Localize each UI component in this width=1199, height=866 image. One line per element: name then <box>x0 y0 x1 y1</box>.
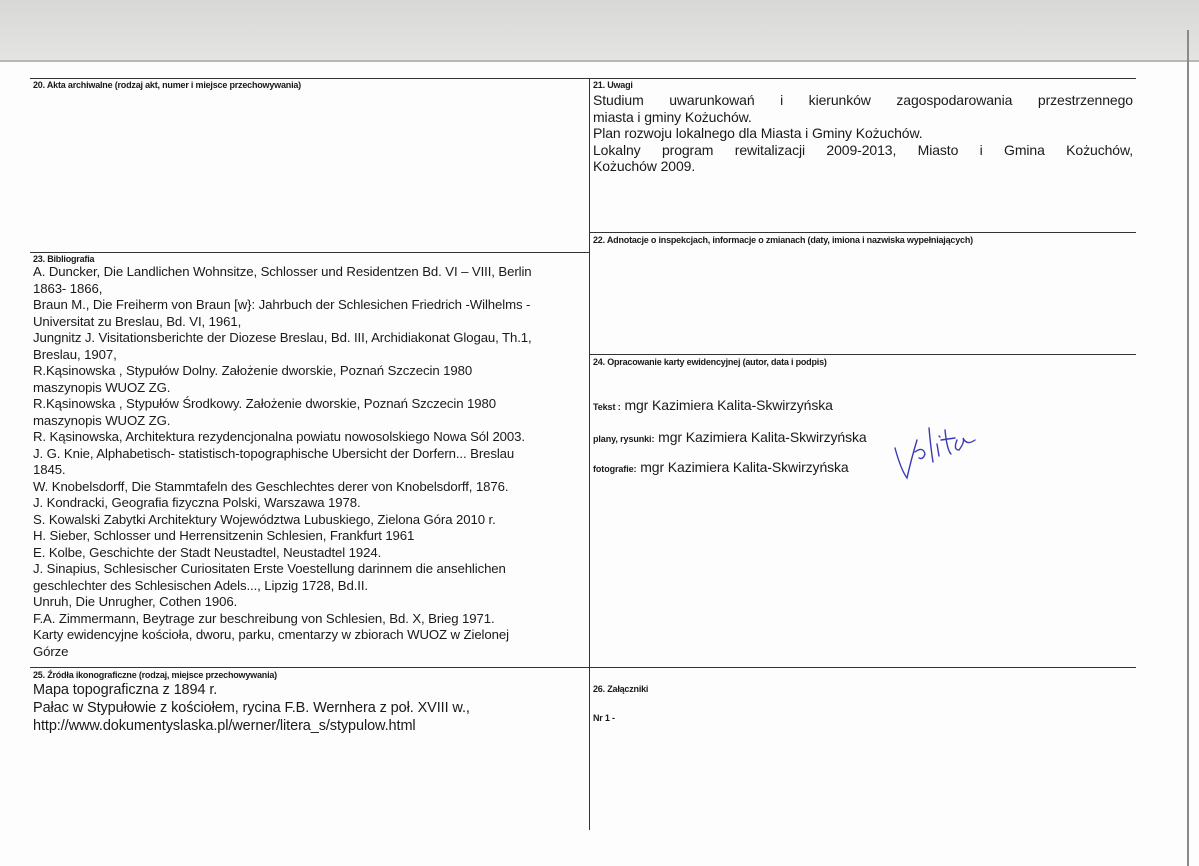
bibliography-line: Jungnitz J. Visitationsberichte der Diozese Breslau, Bd. III, Archidiakonat Glogau, Th.1, <box>33 330 532 345</box>
bibliography-line: J. Kondracki, Geografia fizyczna Polski, Warszawa 1978. <box>33 495 361 510</box>
bibliography-line: Universitat zu Breslau, Bd. VI, 1961, <box>33 313 242 329</box>
bibliography-line: J. G. Knie, Alphabetisch- statistisch-topographische Ubersicht der Dorfern... Breslau <box>33 445 515 461</box>
remark-line: Plan rozwoju lokalnego dla Miasta i Gminy Kożuchów. <box>593 125 923 141</box>
bibliography-line: Górze <box>33 643 69 659</box>
role-label: plany, rysunki: <box>593 434 655 444</box>
bibliography-line: Unruh, Die Unrugher, Cothen 1906. <box>33 594 238 609</box>
bibliography-line: S. Kowalski Zabytki Architektury Województwa Lubuskiego, Zielona Góra 2010 r. <box>33 511 496 527</box>
role-label: fotografie: <box>593 464 637 474</box>
bibliography-line: H. Sieber, Schlosser und Herrensitzenin Schlesien, Frankfurt 1961 <box>33 528 415 543</box>
remark-line: miasta i gminy Kożuchów. <box>593 108 752 125</box>
bibliography-line: Breslau, 1907, <box>33 346 117 362</box>
remark-line: Lokalny program rewitalizacji 2009-2013, Miasto i Gmina Kożuchów, <box>593 141 1133 158</box>
bibliography-line: geschlechter des Schlesischen Adels..., Lipzig 1728, Bd.II. <box>33 577 368 593</box>
author-entry <box>593 459 849 478</box>
scanner-top-band <box>0 0 1199 62</box>
section-21-text <box>593 92 1133 175</box>
divider <box>30 252 589 253</box>
bibliography-line: R. Kąsinowska, Architektura rezydencjonalna powiatu nowosolskiego Nowa Sól 2003. <box>33 429 525 444</box>
bibliography-line: F.A. Zimmermann, Beytrage zur beschreibung von Schlesien, Bd. X, Brieg 1971. <box>33 610 495 626</box>
author-name: mgr Kazimiera Kalita-Skwirzyńska <box>640 459 849 475</box>
remark-line: Studium uwarunkowań i kierunków zagospodarowania przestrzennego <box>593 92 1133 108</box>
section-23-label: 23. Bibliografia <box>33 254 95 264</box>
section-26-label: 26. Załączniki <box>593 684 649 694</box>
handwritten-signature <box>893 410 983 485</box>
bibliography-line: R.Kąsinowska , Stypułów Dolny. Założenie dworskie, Poznań Szczecin 1980 <box>33 363 473 378</box>
remark-line: Kożuchów 2009. <box>593 158 696 174</box>
page-edge <box>1187 30 1189 866</box>
attachment-value: Nr 1 - <box>593 713 615 723</box>
divider <box>30 667 1136 668</box>
source-line: Mapa topograficzna z 1894 r. <box>33 682 218 698</box>
divider <box>589 232 1136 233</box>
source-line: http://www.dokumentyslaska.pl/werner/litera_s/stypulow.html <box>33 718 416 734</box>
divider <box>589 78 590 830</box>
bibliography-line: E. Kolbe, Geschichte der Stadt Neustadtel, Neustadtel 1924. <box>33 544 382 560</box>
section-20-label: 20. Akta archiwalne (rodzaj akt, numer i miejsce przechowywania) <box>33 80 301 90</box>
bibliography-line: Karty ewidencyjne kościoła, dworu, parku, cmentarzy w zbiorach WUOZ w Zielonej <box>33 627 509 642</box>
bibliography-line: 1845. <box>33 462 66 477</box>
iconographic-sources <box>33 681 470 735</box>
author-entry <box>593 397 833 416</box>
bibliography-list <box>33 264 532 660</box>
section-21-label: 21. Uwagi <box>593 80 633 90</box>
author-name: mgr Kazimiera Kalita-Skwirzyńska <box>624 397 833 413</box>
bibliography-line: A. Duncker, Die Landlichen Wohnsitze, Schlosser und Residentzen Bd. VI – VIII, Berlin <box>33 264 532 279</box>
source-line: Pałac w Stypułowie z kościołem, rycina F.B. Wernhera z poł. XVIII w., <box>33 700 470 716</box>
bibliography-line: R.Kąsinowska , Stypułów Środkowy. Założenie dworskie, Poznań Szczecin 1980 <box>33 396 496 411</box>
bibliography-line: maszynopis WUOZ ZG. <box>33 412 171 428</box>
section-24-label: 24. Opracowanie karty ewidencyjnej (autor, data i podpis) <box>593 357 827 367</box>
divider <box>30 78 1136 79</box>
bibliography-line: J. Sinapius, Schlesischer Curiositaten Erste Voestellung darinnem die ansehlichen <box>33 561 506 576</box>
divider <box>589 354 1136 355</box>
bibliography-line: Braun M., Die Freiherm von Braun [w}: Jahrbuch der Schlesichen Friedrich -Wilhelms - <box>33 297 531 312</box>
author-name: mgr Kazimiera Kalita-Skwirzyńska <box>658 429 867 445</box>
role-label: Tekst : <box>593 402 621 412</box>
bibliography-line: 1863- 1866, <box>33 280 103 296</box>
section-22-label: 22. Adnotacje o inspekcjach, informacje o zmianach (daty, imiona i nazwiska wypełniających) <box>593 235 973 245</box>
bibliography-line: maszynopis WUOZ ZG. <box>33 379 171 395</box>
author-entry <box>593 429 867 448</box>
bibliography-line: W. Knobelsdorff, Die Stammtafeln des Geschlechtes derer von Knobelsdorff, 1876. <box>33 478 509 494</box>
section-25-label: 25. Źródła ikonograficzne (rodzaj, miejsce przechowywania) <box>33 670 277 680</box>
